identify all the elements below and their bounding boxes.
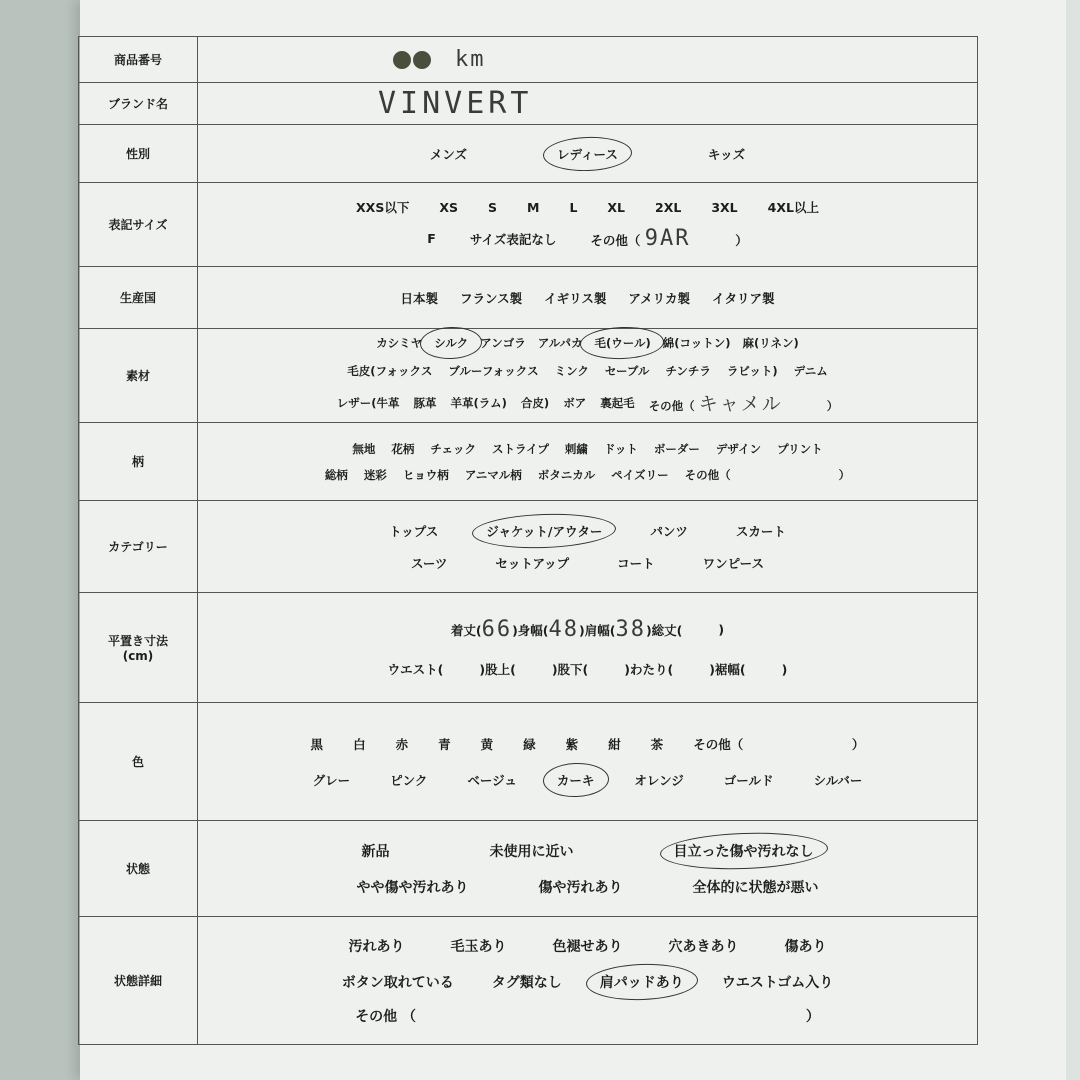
material-options: [198, 329, 978, 423]
pattern-option[interactable]: チェック: [430, 441, 477, 456]
pattern-option[interactable]: デザイン: [715, 441, 762, 456]
category-option[interactable]: トップス: [389, 523, 439, 539]
size-other-value: 9AR: [644, 226, 691, 251]
condition-detail-option[interactable]: 汚れあり: [348, 938, 405, 955]
color-option[interactable]: オレンジ: [634, 772, 684, 788]
color-option[interactable]: 紫: [565, 736, 579, 752]
condition-detail-option[interactable]: 傷あり: [784, 938, 827, 955]
thigh-label: )わたり(: [624, 662, 674, 677]
material-option[interactable]: カシミヤ: [376, 336, 423, 350]
size-options: [198, 183, 978, 267]
condition-option[interactable]: 傷や汚れあり: [538, 879, 623, 896]
pattern-option[interactable]: 無地: [352, 441, 376, 456]
row-size: [79, 183, 978, 267]
color-option[interactable]: ゴールド: [723, 772, 774, 788]
row-condition-detail: [79, 917, 978, 1045]
category-option[interactable]: スーツ: [410, 555, 448, 571]
category-option[interactable]: スカート: [735, 523, 786, 539]
brand-field: [198, 83, 978, 125]
color-option[interactable]: 黒: [310, 736, 324, 752]
color-other-close: ）: [851, 736, 865, 752]
item-number-label: 商品番号: [79, 37, 198, 83]
condition-option[interactable]: 未使用に近い: [489, 843, 574, 860]
material-option[interactable]: 豚革: [413, 395, 437, 410]
pattern-other-close: ）: [838, 467, 851, 482]
row-measurements: [79, 593, 978, 703]
condition-detail-option[interactable]: ボタン取れている: [341, 974, 454, 991]
color-other: [693, 735, 864, 753]
origin-option[interactable]: アメリカ製: [628, 290, 691, 306]
size-other-close: ）: [735, 233, 748, 248]
total-length-close: ): [718, 622, 725, 637]
size-option[interactable]: 2XL: [655, 199, 682, 215]
pattern-other-open: その他（: [684, 467, 731, 482]
row-item-number: [79, 37, 978, 83]
category-label: カテゴリー: [79, 501, 198, 593]
measurements-label: [79, 593, 198, 703]
origin-options: [198, 267, 978, 329]
material-option[interactable]: アンゴラ: [480, 336, 526, 350]
category-option[interactable]: セットアップ: [495, 555, 570, 571]
origin-option[interactable]: 日本製: [400, 290, 438, 306]
size-other: [590, 226, 747, 251]
item-number-field: [198, 37, 978, 83]
size-option[interactable]: L: [569, 199, 578, 215]
condition-option[interactable]: やや傷や汚れあり: [356, 879, 469, 896]
brand-value: VINVERT: [378, 86, 533, 121]
material-other: [649, 389, 839, 416]
color-option[interactable]: 茶: [650, 736, 664, 752]
gender-option-ladies[interactable]: レディース: [556, 146, 618, 162]
color-options: [198, 703, 978, 821]
material-option[interactable]: レザー(牛革: [336, 395, 400, 410]
material-option[interactable]: シルク: [434, 336, 469, 350]
shoulder-value[interactable]: 38: [615, 617, 646, 642]
gender-options: [198, 125, 978, 183]
material-option[interactable]: ラビット): [726, 364, 778, 378]
color-option[interactable]: ベージュ: [467, 772, 517, 788]
row-category: [79, 501, 978, 593]
origin-option[interactable]: フランス製: [459, 290, 523, 306]
condition-detail-option[interactable]: タグ類なし: [491, 974, 562, 991]
category-option[interactable]: パンツ: [650, 523, 688, 539]
color-option[interactable]: 赤: [395, 736, 409, 752]
size-option[interactable]: サイズ表記なし: [469, 231, 557, 247]
row-condition: [79, 821, 978, 917]
pattern-option[interactable]: 花柄: [391, 441, 415, 456]
row-origin: [79, 267, 978, 329]
size-option[interactable]: XS: [439, 199, 458, 215]
pattern-label: 柄: [79, 423, 198, 501]
waist-label: ウエスト(: [387, 662, 444, 677]
condition-detail-label: 状態詳細: [79, 917, 198, 1045]
pattern-option[interactable]: アニマル柄: [464, 467, 522, 482]
pattern-option[interactable]: ボーダー: [653, 441, 700, 456]
row-pattern: [79, 423, 978, 501]
material-option[interactable]: 毛皮(フォックス: [347, 364, 433, 378]
size-option[interactable]: F: [427, 231, 436, 246]
total-length-label: )総丈(: [645, 622, 683, 638]
hem-label: )裾幅(: [709, 662, 746, 677]
condition-detail-option[interactable]: 色褪せあり: [552, 938, 623, 955]
pattern-other: [685, 467, 851, 483]
shoulder-label: )肩幅(: [579, 622, 616, 638]
category-option[interactable]: ワンピース: [702, 555, 765, 571]
item-number-value: km: [455, 47, 486, 72]
color-option[interactable]: カーキ: [556, 772, 595, 788]
pattern-option[interactable]: ペイズリー: [611, 467, 669, 482]
size-option[interactable]: M: [526, 199, 540, 215]
size-label: 表記サイズ: [79, 183, 198, 267]
color-option[interactable]: 緑: [523, 736, 536, 752]
category-option[interactable]: コート: [617, 555, 655, 571]
row-color: [79, 703, 978, 821]
size-option[interactable]: 3XL: [711, 199, 738, 215]
condition-option[interactable]: 全体的に状態が悪い: [692, 879, 819, 896]
color-label: 色: [79, 703, 198, 821]
condition-detail-other-close: ）: [805, 1008, 820, 1025]
material-option[interactable]: アルパカ: [537, 336, 583, 350]
sheet-edge: [1066, 0, 1080, 1080]
origin-option[interactable]: イタリア製: [712, 290, 775, 306]
size-option[interactable]: S: [487, 199, 497, 215]
color-option[interactable]: 黄: [480, 736, 494, 752]
ink-smudge-icon: [393, 51, 433, 69]
gender-label: 性別: [79, 125, 198, 183]
pattern-options: [198, 423, 978, 501]
condition-label: 状態: [79, 821, 198, 917]
color-option[interactable]: 白: [353, 736, 366, 752]
material-option[interactable]: ボア: [563, 395, 587, 410]
measurements-label-main: 平置き寸法: [107, 634, 168, 648]
row-brand: [79, 83, 978, 125]
condition-options: [198, 821, 978, 917]
condition-detail-option[interactable]: ウエストゴム入り: [721, 974, 834, 991]
pattern-option[interactable]: 迷彩: [363, 467, 387, 482]
length-value[interactable]: 66: [481, 617, 513, 642]
condition-detail-other-open: その他 （: [355, 1008, 417, 1025]
condition-option[interactable]: 目立った傷や汚れなし: [674, 841, 814, 861]
inseam-label: )股下(: [551, 662, 589, 677]
hem-close: ): [781, 661, 788, 677]
color-option[interactable]: シルバー: [813, 772, 863, 788]
size-option[interactable]: XL: [607, 199, 626, 215]
size-option[interactable]: 4XL以上: [767, 200, 819, 215]
pattern-option[interactable]: 刺繍: [564, 441, 588, 456]
pattern-option[interactable]: ストライプ: [492, 441, 549, 456]
material-option[interactable]: 羊革(ラム): [450, 395, 507, 410]
material-option[interactable]: 麻(リネン): [742, 336, 799, 350]
rise-label: )股上(: [479, 662, 516, 677]
category-option[interactable]: ジャケット/アウター: [486, 523, 603, 539]
pattern-option[interactable]: ボタニカル: [537, 467, 596, 482]
material-option[interactable]: 毛(ウール): [594, 336, 651, 350]
material-option[interactable]: チンチラ: [665, 364, 711, 378]
material-option[interactable]: デニム: [793, 364, 828, 378]
size-other-open: その他（: [590, 233, 641, 248]
color-option[interactable]: 青: [438, 736, 451, 752]
material-label: 素材: [79, 329, 198, 423]
gender-option-mens[interactable]: メンズ: [429, 146, 467, 162]
brand-label: ブランド名: [79, 83, 198, 125]
condition-detail-other: [355, 1006, 820, 1026]
material-option[interactable]: ミンク: [554, 364, 589, 378]
pattern-option[interactable]: 総柄: [324, 467, 348, 482]
width-value[interactable]: 48: [548, 617, 580, 642]
material-other-close: ）: [826, 399, 839, 413]
measurements-label-unit: (cm): [122, 649, 154, 663]
material-option[interactable]: セーブル: [604, 364, 650, 378]
material-option[interactable]: 裏起毛: [600, 395, 635, 410]
condition-detail-option[interactable]: 毛玉あり: [450, 938, 507, 955]
material-option[interactable]: 綿(コットン): [662, 336, 731, 350]
material-other-value: キャメル: [698, 393, 783, 415]
origin-label: 生産国: [79, 267, 198, 329]
material-option[interactable]: 合皮): [520, 395, 550, 410]
condition-option[interactable]: 新品: [361, 843, 390, 860]
condition-detail-options: [198, 917, 978, 1045]
color-other-open: その他（: [693, 736, 744, 752]
origin-option[interactable]: イギリス製: [544, 290, 607, 306]
material-option[interactable]: ブルーフォックス: [448, 364, 539, 378]
width-label: )身幅(: [512, 622, 549, 638]
length-label: 着丈(: [450, 622, 482, 638]
color-option[interactable]: 紺: [608, 736, 621, 752]
measurements-fields: [198, 593, 978, 703]
gender-option-kids[interactable]: キッズ: [707, 146, 746, 162]
product-form: [78, 36, 978, 1045]
condition-detail-option[interactable]: 穴あきあり: [668, 938, 739, 955]
material-other-open: その他（: [648, 399, 695, 413]
condition-detail-option[interactable]: 肩パッドあり: [600, 972, 684, 992]
row-gender: [79, 125, 978, 183]
category-options: [198, 501, 978, 593]
row-material: [79, 329, 978, 423]
pattern-option[interactable]: プリント: [777, 441, 823, 456]
size-option[interactable]: XXS以下: [356, 200, 410, 215]
color-option[interactable]: ピンク: [390, 772, 428, 788]
pattern-option[interactable]: ドット: [603, 441, 638, 456]
color-option[interactable]: グレー: [312, 772, 351, 788]
pattern-option[interactable]: ヒョウ柄: [402, 467, 449, 482]
